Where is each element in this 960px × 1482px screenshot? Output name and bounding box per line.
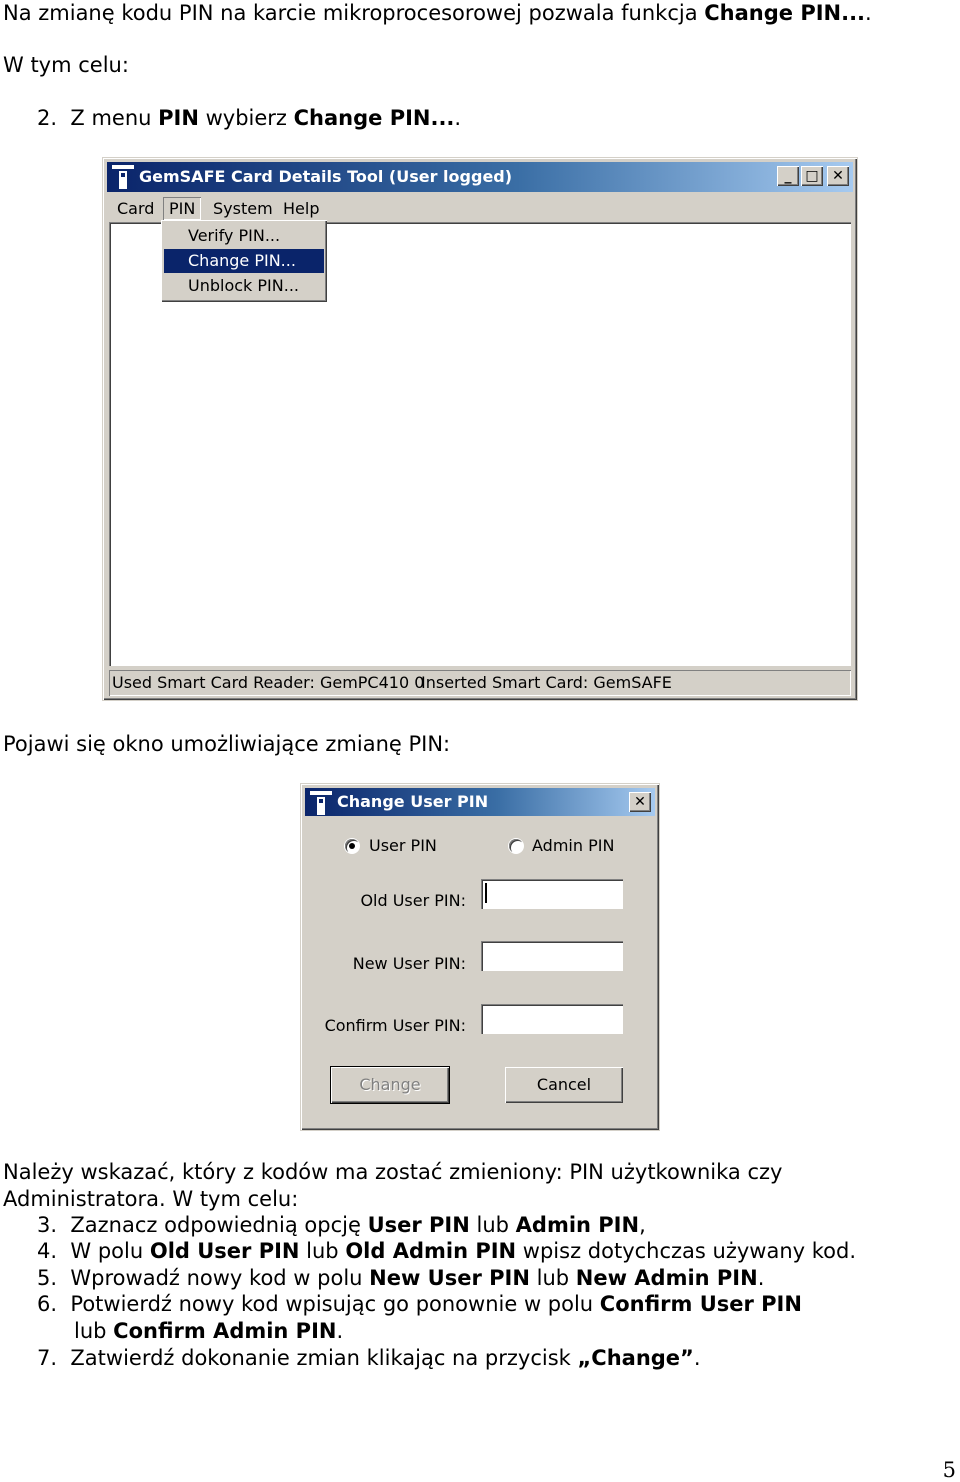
old-pin-input[interactable]	[481, 879, 623, 909]
menu-pin[interactable]: PIN	[163, 197, 201, 220]
status-card: Inserted Smart Card: GemSAFE	[421, 673, 672, 692]
main-window-title: GemSAFE Card Details Tool (User logged)	[139, 167, 513, 186]
close-button[interactable]: ✕	[827, 166, 849, 186]
change-pin-dialog	[300, 783, 660, 1131]
status-bar	[109, 670, 851, 696]
menu-item-verify-pin[interactable]: Verify PIN...	[188, 226, 281, 245]
radio-admin-pin[interactable]	[509, 839, 523, 853]
para-line-2: Administratora. W tym celu:	[3, 1187, 299, 1211]
dialog-title: Change User PIN	[337, 792, 489, 811]
minimize-button[interactable]: _	[777, 166, 799, 186]
intro-goal: W tym celu:	[3, 53, 129, 77]
para-line-1: Należy wskazać, który z kodów ma zostać zmieniony: PIN użytkownika czy	[3, 1160, 783, 1184]
caption-dialog: Pojawi się okno umożliwiające zmianę PIN:	[3, 732, 451, 756]
confirm-pin-input[interactable]	[481, 1004, 623, 1034]
menu-help[interactable]: Help	[283, 199, 320, 218]
text-caret	[485, 883, 487, 903]
radio-user-pin-label: User PIN	[369, 836, 437, 855]
menu-system[interactable]: System	[213, 199, 273, 218]
new-pin-label: New User PIN:	[352, 954, 466, 973]
intro-text: Na zmianę kodu PIN na karcie mikroprocesorowej pozwala funkcja Change PIN....	[3, 1, 872, 25]
step-3: 3. Zaznacz odpowiednią opcję User PIN lub Admin PIN,	[37, 1213, 646, 1237]
step-6: 6. Potwierdź nowy kod wpisując go ponownie w polu Confirm User PIN	[37, 1292, 802, 1316]
menubar	[107, 194, 853, 222]
step-7: 7. Zatwierdź dokonanie zmian klikając na przycisk „Change”.	[37, 1346, 701, 1370]
new-pin-input[interactable]	[481, 941, 623, 971]
maximize-button[interactable]: □	[801, 166, 823, 186]
radio-user-pin[interactable]	[345, 839, 359, 853]
app-icon	[111, 164, 135, 190]
cancel-button[interactable]: Cancel	[505, 1067, 623, 1103]
change-button[interactable]: Change	[331, 1067, 449, 1103]
menu-item-change-pin[interactable]: Change PIN...	[164, 249, 324, 273]
dialog-close-button[interactable]: ✕	[629, 792, 651, 812]
menu-item-unblock-pin[interactable]: Unblock PIN...	[188, 276, 299, 295]
main-window-titlebar[interactable]	[107, 162, 853, 192]
step-6-continued: lub Confirm Admin PIN.	[74, 1319, 344, 1343]
dialog-titlebar[interactable]	[305, 788, 655, 816]
app-icon	[309, 790, 333, 816]
status-reader: Used Smart Card Reader: GemPC410 0	[112, 673, 425, 692]
page-number: 5	[942, 1458, 956, 1482]
confirm-pin-label: Confirm User PIN:	[324, 1016, 466, 1035]
step-4: 4. W polu Old User PIN lub Old Admin PIN wpisz dotychczas używany kod.	[37, 1239, 857, 1263]
old-pin-label: Old User PIN:	[360, 891, 466, 910]
step-2: 2. Z menu PIN wybierz Change PIN....	[37, 106, 462, 130]
menu-card[interactable]: Card	[117, 199, 155, 218]
main-window	[102, 157, 858, 701]
pin-dropdown-menu	[161, 220, 327, 302]
radio-admin-pin-label: Admin PIN	[532, 836, 615, 855]
step-5: 5. Wprowadź nowy kod w polu New User PIN lub New Admin PIN.	[37, 1266, 765, 1290]
